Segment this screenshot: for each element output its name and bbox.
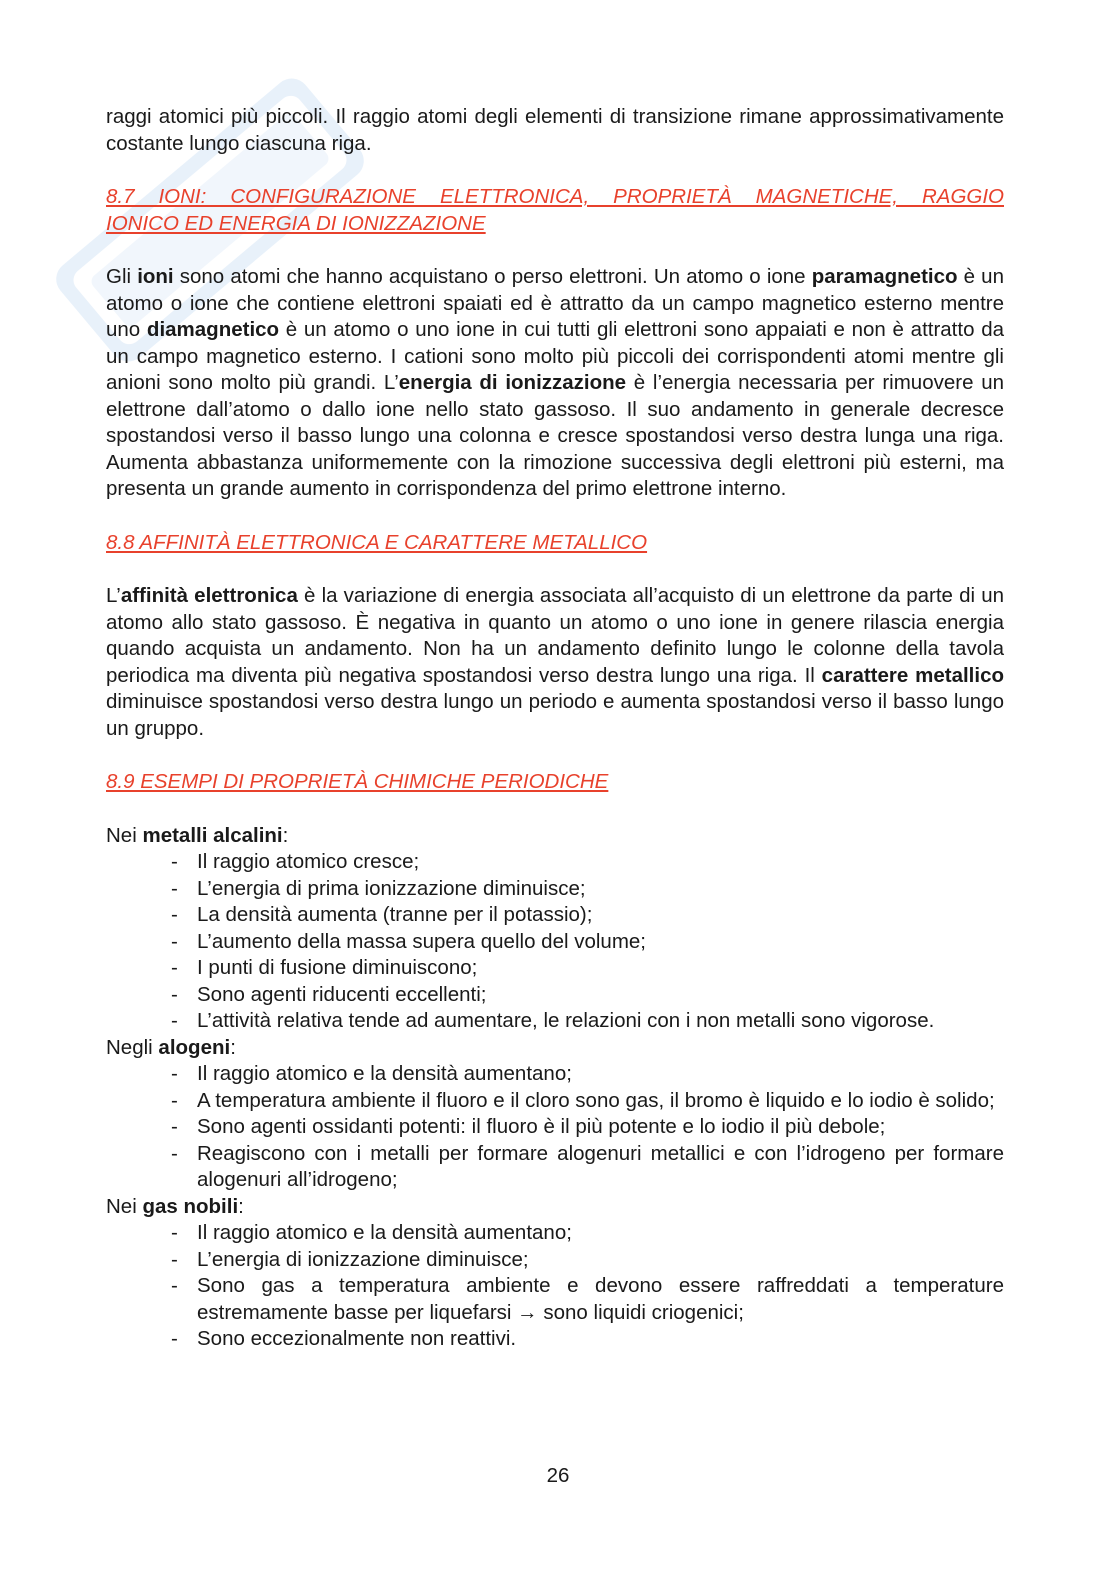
page-number: 26 [546, 1464, 570, 1487]
noble-gas-list [106, 1220, 1004, 1353]
page-content [106, 104, 1004, 1353]
list-item: - L’energia di prima ionizzazione diminuisce; [197, 876, 1004, 903]
alkali-lead [106, 823, 1004, 850]
s87-text-5: è l’energia necessaria per rimuovere un elettrone dall’atomo o dallo ione nello stato gassoso. Il suo andamento in generale decresce spostandosi verso il basso lungo una colonna e cresce spostandosi verso destra lunga una riga. Aumenta abbastanza uniformemente con la rimozione successiva degli elettroni più esterni, ma presenta un grande aumento in corrispondenza del primo elettrone interno. [106, 371, 1004, 500]
section-8-9-heading [106, 769, 1004, 796]
section-8-8-paragraph [106, 583, 1004, 742]
list-item: - L’attività relativa tende ad aumentare, le relazioni con i non metalli sono vigorose. [197, 1008, 1004, 1035]
alkali-list [106, 849, 1004, 1035]
list-item: - Sono gas a temperatura ambiente e devono essere raffreddati a temperature estremamente basse per liquefarsi → sono liquidi criogenici; [197, 1273, 1004, 1326]
s87-text-1: Gli [106, 265, 138, 288]
s88-text-1: L’ [106, 584, 121, 607]
halogen-list [106, 1061, 1004, 1194]
term-carattere-metallico: carattere metallico [821, 663, 1004, 687]
section-8-7-heading [106, 184, 1004, 237]
term-affinita-elettronica: affinità elettronica [120, 584, 298, 607]
list-item: - L’energia di ionizzazione diminuisce; [197, 1247, 1004, 1274]
term-ioni: ioni [137, 265, 174, 288]
list-item: - Sono eccezionalmente non reattivi. [197, 1326, 1004, 1353]
term-alogeni: alogeni [158, 1035, 231, 1059]
noble-gas-lead [106, 1194, 1004, 1221]
term-paramagnetico: paramagnetico [811, 265, 958, 288]
list-item: - Il raggio atomico e la densità aumentano; [197, 1061, 1004, 1088]
term-diamagnetico: diamagnetico [146, 318, 280, 341]
s88-text-3: diminuisce spostandosi verso destra lungo un periodo e aumenta spostandosi verso il basso lungo un gruppo. [106, 690, 1004, 740]
s87-text-3: è un atomo o ione che contiene elettroni spaiati ed è attratto da un campo magnetico esterno mentre uno [106, 265, 1004, 341]
section-8-9-heading-text: 8.9 ESEMPI DI PROPRIETÀ CHIMICHE PERIODICHE [106, 770, 609, 793]
halogen-lead-post: : [230, 1035, 236, 1059]
list-item: - Sono agenti ossidanti potenti: il fluoro è il più potente e lo iodio il più debole; [197, 1114, 1004, 1141]
term-gas-nobili: gas nobili [142, 1194, 239, 1218]
list-item: - La densità aumenta (tranne per il potassio); [197, 902, 1004, 929]
s87-text-2: sono atomi che hanno acquistano o perso elettroni. Un atomo o ione [173, 265, 812, 288]
halogen-lead [106, 1035, 1004, 1062]
term-metalli-alcalini: metalli alcalini [142, 823, 283, 847]
term-energia-ionizzazione: energia di ionizzazione [398, 371, 627, 394]
noble-lead-post: : [238, 1194, 244, 1218]
list-item: - Sono agenti riducenti eccellenti; [197, 982, 1004, 1009]
section-8-7-heading-line1: 8.7 IONI: CONFIGURAZIONE ELETTRONICA, PROPRIETÀ MAGNETICHE, RAGGIO [106, 185, 1004, 208]
s87-text-4: è un atomo o uno ione in cui tutti gli elettroni sono appaiati e non è attratto da un campo magnetico esterno. I cationi sono molto più piccoli dei corrispondenti atomi mentre gli anioni sono molto più grandi. L’ [106, 318, 1004, 394]
list-item: - I punti di fusione diminuiscono; [197, 955, 1004, 982]
list-item: - Il raggio atomico cresce; [197, 849, 1004, 876]
s88-text-2: è la variazione di energia associata all’acquisto di un elettrone da parte di un atomo allo stato gassoso. È negativa in quanto un atomo o uno ione in genere rilascia energia quando acquista un andamento. Non ha un andamento definito lungo le colonne della tavola periodica ma diventa più negativa spostandosi verso destra lungo una riga. Il [106, 584, 1004, 687]
noble-lead-pre: Nei [106, 1194, 143, 1218]
alkali-lead-pre: Nei [106, 823, 143, 847]
list-item: - A temperatura ambiente il fluoro e il cloro sono gas, il bromo è liquido e lo iodio è solido; [197, 1088, 1004, 1115]
halogen-lead-pre: Negli [106, 1035, 159, 1059]
section-8-8-heading [106, 530, 1004, 557]
list-item: - Il raggio atomico e la densità aumentano; [197, 1220, 1004, 1247]
alkali-lead-post: : [282, 823, 289, 847]
list-item: - Reagiscono con i metalli per formare alogenuri metallici e con l’idrogeno per formare alogenuri all’idrogeno; [197, 1141, 1004, 1194]
intro-paragraph [106, 104, 1004, 157]
intro-text: raggi atomici più piccoli. Il raggio atomi degli elementi di transizione rimane approssimativamente costante lungo ciascuna riga. [106, 105, 1004, 155]
section-8-7-heading-line2: IONICO ED ENERGIA DI IONIZZAZIONE [106, 211, 486, 235]
section-8-8-heading-text: 8.8 AFFINITÀ ELETTRONICA E CARATTERE METALLICO [106, 530, 648, 554]
section-8-7-paragraph [106, 264, 1004, 503]
list-item: - L’aumento della massa supera quello del volume; [197, 929, 1004, 956]
